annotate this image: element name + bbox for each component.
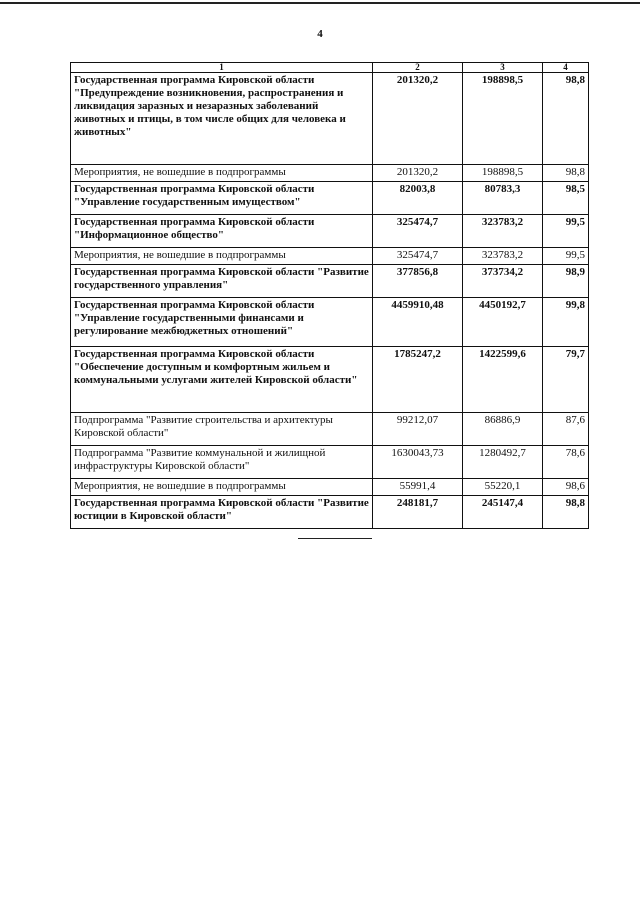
table-row bbox=[71, 248, 589, 265]
planned-amount-cell: 325474,7 bbox=[373, 215, 463, 248]
execution-percent-cell: 99,5 bbox=[543, 215, 589, 248]
planned-amount-cell: 1785247,2 bbox=[373, 347, 463, 413]
planned-amount-cell: 1630043,73 bbox=[373, 446, 463, 479]
execution-percent-cell: 98,5 bbox=[543, 182, 589, 215]
closing-divider-line bbox=[298, 538, 372, 539]
planned-amount-cell: 201320,2 bbox=[373, 165, 463, 182]
column-header-3: 3 bbox=[463, 63, 543, 73]
execution-percent-cell: 98,6 bbox=[543, 479, 589, 496]
column-header-1: 1 bbox=[71, 63, 373, 73]
actual-amount-cell: 323783,2 bbox=[463, 248, 543, 265]
execution-percent-cell: 99,8 bbox=[543, 298, 589, 347]
table-row bbox=[71, 479, 589, 496]
actual-amount-cell: 373734,2 bbox=[463, 265, 543, 298]
program-name-cell: Государственная программа Кировской области "Управление государственными финансами и регулирование межбюджетных отношений" bbox=[71, 298, 373, 347]
planned-amount-cell: 99212,07 bbox=[373, 413, 463, 446]
execution-percent-cell: 87,6 bbox=[543, 413, 589, 446]
top-border-line bbox=[0, 2, 640, 4]
table-row bbox=[71, 413, 589, 446]
table-row bbox=[71, 165, 589, 182]
planned-amount-cell: 248181,7 bbox=[373, 496, 463, 529]
table-row bbox=[71, 298, 589, 347]
execution-percent-cell: 79,7 bbox=[543, 347, 589, 413]
actual-amount-cell: 323783,2 bbox=[463, 215, 543, 248]
program-name-cell: Государственная программа Кировской области "Информационное общество" bbox=[71, 215, 373, 248]
table-row bbox=[71, 182, 589, 215]
execution-percent-cell: 98,8 bbox=[543, 73, 589, 165]
column-header-4: 4 bbox=[543, 63, 589, 73]
table-row bbox=[71, 265, 589, 298]
table-row bbox=[71, 496, 589, 529]
actual-amount-cell: 1422599,6 bbox=[463, 347, 543, 413]
program-name-cell: Мероприятия, не вошедшие в подпрограммы bbox=[71, 165, 373, 182]
actual-amount-cell: 198898,5 bbox=[463, 165, 543, 182]
program-name-cell: Государственная программа Кировской области "Развитие юстиции в Кировской области" bbox=[71, 496, 373, 529]
table-row bbox=[71, 347, 589, 413]
actual-amount-cell: 245147,4 bbox=[463, 496, 543, 529]
program-name-cell: Мероприятия, не вошедшие в подпрограммы bbox=[71, 479, 373, 496]
program-name-cell: Государственная программа Кировской области "Предупреждение возникновения, распространения и ликвидация заразных и незаразных заболеваний животных и птицы, в том числе общих для человека и животных" bbox=[71, 73, 373, 165]
program-name-cell: Подпрограмма "Развитие коммунальной и жилищной инфраструктуры Кировской области" bbox=[71, 446, 373, 479]
execution-percent-cell: 98,8 bbox=[543, 165, 589, 182]
execution-percent-cell: 98,8 bbox=[543, 496, 589, 529]
actual-amount-cell: 80783,3 bbox=[463, 182, 543, 215]
table-row bbox=[71, 73, 589, 165]
table-header-row bbox=[71, 63, 589, 73]
page-number: 4 bbox=[317, 28, 323, 40]
actual-amount-cell: 4450192,7 bbox=[463, 298, 543, 347]
actual-amount-cell: 55220,1 bbox=[463, 479, 543, 496]
table-row bbox=[71, 446, 589, 479]
planned-amount-cell: 325474,7 bbox=[373, 248, 463, 265]
execution-percent-cell: 99,5 bbox=[543, 248, 589, 265]
planned-amount-cell: 55991,4 bbox=[373, 479, 463, 496]
budget-execution-table bbox=[70, 62, 589, 529]
planned-amount-cell: 201320,2 bbox=[373, 73, 463, 165]
execution-percent-cell: 98,9 bbox=[543, 265, 589, 298]
program-name-cell: Государственная программа Кировской области "Развитие государственного управления" bbox=[71, 265, 373, 298]
program-name-cell: Государственная программа Кировской области "Управление государственным имуществом" bbox=[71, 182, 373, 215]
table-row bbox=[71, 215, 589, 248]
planned-amount-cell: 377856,8 bbox=[373, 265, 463, 298]
actual-amount-cell: 1280492,7 bbox=[463, 446, 543, 479]
execution-percent-cell: 78,6 bbox=[543, 446, 589, 479]
program-name-cell: Подпрограмма "Развитие строительства и архитектуры Кировской области" bbox=[71, 413, 373, 446]
program-name-cell: Мероприятия, не вошедшие в подпрограммы bbox=[71, 248, 373, 265]
planned-amount-cell: 4459910,48 bbox=[373, 298, 463, 347]
column-header-2: 2 bbox=[373, 63, 463, 73]
planned-amount-cell: 82003,8 bbox=[373, 182, 463, 215]
actual-amount-cell: 198898,5 bbox=[463, 73, 543, 165]
actual-amount-cell: 86886,9 bbox=[463, 413, 543, 446]
program-name-cell: Государственная программа Кировской области "Обеспечение доступным и комфортным жильем и коммунальными услугами жителей Кировской области" bbox=[71, 347, 373, 413]
